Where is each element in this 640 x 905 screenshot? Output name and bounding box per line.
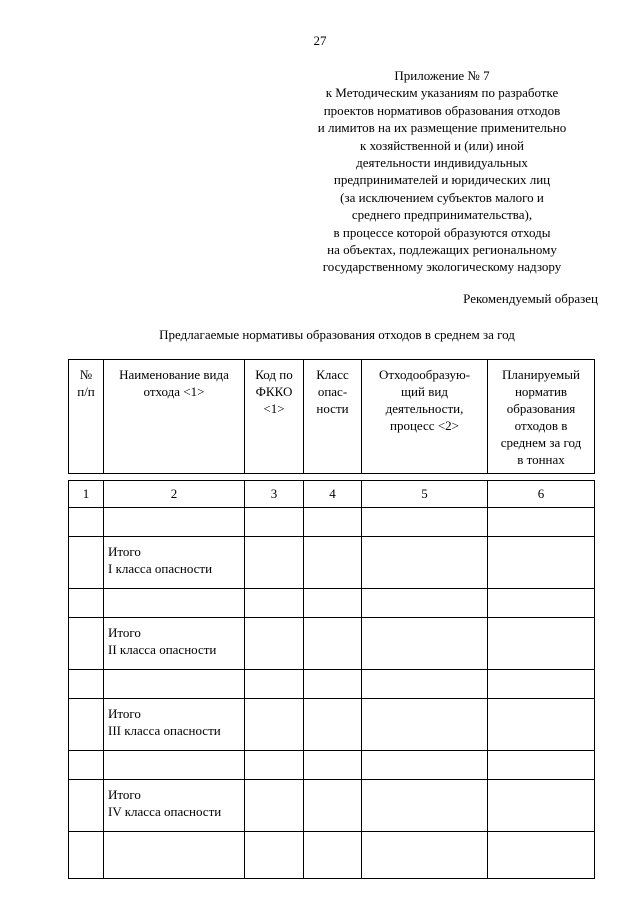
table-cell — [488, 589, 595, 618]
table-cell — [104, 589, 245, 618]
total-row-class-3 — [69, 699, 595, 751]
column-number: 2 — [104, 481, 245, 508]
table-row — [69, 508, 595, 537]
table-cell — [488, 508, 595, 537]
total-label: Итого II класса опасности — [104, 618, 245, 670]
header-cell-fkko-code: Код по ФККО <1> — [245, 360, 304, 474]
total-label: Итого I класса опасности — [104, 537, 245, 589]
table-cell — [104, 832, 245, 879]
column-number: 1 — [69, 481, 104, 508]
table-cell — [69, 699, 104, 751]
table-header — [68, 359, 595, 474]
column-number: 3 — [245, 481, 304, 508]
table-cell — [362, 751, 488, 780]
table-row — [69, 832, 595, 879]
appendix-line: (за исключением субъектов малого и — [340, 189, 544, 205]
table-cell — [69, 537, 104, 589]
table-cell — [488, 670, 595, 699]
table-cell — [245, 537, 304, 589]
header-cell-planned-norm: Планируемый норматив образования отходов в среднем за год в тоннах — [488, 360, 595, 474]
table-body — [68, 480, 595, 879]
table-cell — [362, 832, 488, 879]
table-cell — [69, 508, 104, 537]
table-cell — [69, 751, 104, 780]
table-cell — [104, 508, 245, 537]
appendix-header — [280, 67, 604, 276]
appendix-line: и лимитов на их размещение применительно — [317, 120, 567, 136]
table-cell — [304, 780, 362, 832]
column-number: 4 — [304, 481, 362, 508]
table-row — [69, 751, 595, 780]
column-number-row — [69, 481, 595, 508]
table-cell — [104, 670, 245, 699]
table-cell — [488, 832, 595, 879]
appendix-line: деятельности индивидуальных — [356, 155, 528, 171]
header-cell-activity: Отходообразую- щий вид деятельности, процесс <2> — [362, 360, 488, 474]
appendix-line: предпринимателей и юридических лиц — [333, 172, 551, 188]
table-cell — [245, 780, 304, 832]
total-label: Итого IV класса опасности — [104, 780, 245, 832]
page-number: 27 — [313, 33, 327, 48]
table-cell — [245, 589, 304, 618]
table-cell — [362, 780, 488, 832]
header-cell-waste-name: Наименование вида отхода <1> — [104, 360, 245, 474]
header-row — [69, 360, 595, 474]
table-cell — [488, 537, 595, 589]
appendix-line: среднего предпринимательства), — [351, 207, 533, 223]
appendix-line: Приложение № 7 — [394, 68, 490, 83]
table-cell — [69, 670, 104, 699]
table-cell — [362, 537, 488, 589]
appendix-line: государственному экологическому надзору — [322, 259, 562, 275]
total-label: Итого III класса опасности — [104, 699, 245, 751]
table-cell — [245, 832, 304, 879]
table-cell — [488, 618, 595, 670]
appendix-line: на объектах, подлежащих региональному — [327, 242, 557, 258]
document-title: Предлагаемые нормативы образования отходов в среднем за год — [159, 327, 515, 342]
table-cell — [304, 832, 362, 879]
table-cell — [69, 589, 104, 618]
table-cell — [362, 618, 488, 670]
table-row — [69, 589, 595, 618]
sample-label: Рекомендуемый образец — [463, 291, 598, 306]
table-cell — [362, 699, 488, 751]
table-cell — [304, 751, 362, 780]
table-cell — [304, 618, 362, 670]
total-row-class-4 — [69, 780, 595, 832]
table-cell — [304, 670, 362, 699]
table-row — [69, 670, 595, 699]
table-cell — [362, 670, 488, 699]
table-cell — [104, 751, 245, 780]
column-number: 5 — [362, 481, 488, 508]
table-cell — [245, 670, 304, 699]
table-cell — [69, 832, 104, 879]
table-cell — [304, 508, 362, 537]
table-cell — [488, 780, 595, 832]
appendix-line: к Методическим указаниям по разработке — [325, 85, 559, 101]
table-cell — [304, 589, 362, 618]
table-cell — [362, 589, 488, 618]
table-cell — [362, 508, 488, 537]
table-cell — [304, 537, 362, 589]
column-number: 6 — [488, 481, 595, 508]
table-cell — [245, 508, 304, 537]
header-cell-number: № п/п — [69, 360, 104, 474]
table-cell — [245, 618, 304, 670]
table-cell — [69, 780, 104, 832]
table-cell — [245, 699, 304, 751]
appendix-line: в процессе которой образуются отходы — [333, 224, 551, 240]
table-cell — [245, 751, 304, 780]
table-cell — [304, 699, 362, 751]
appendix-line: к хозяйственной и (или) иной — [360, 137, 524, 153]
table-cell — [488, 751, 595, 780]
appendix-line: проектов нормативов образования отходов — [323, 102, 561, 118]
table-cell — [488, 699, 595, 751]
header-cell-hazard-class: Класс опас- ности — [304, 360, 362, 474]
total-row-class-1 — [69, 537, 595, 589]
total-row-class-2 — [69, 618, 595, 670]
table-cell — [69, 618, 104, 670]
